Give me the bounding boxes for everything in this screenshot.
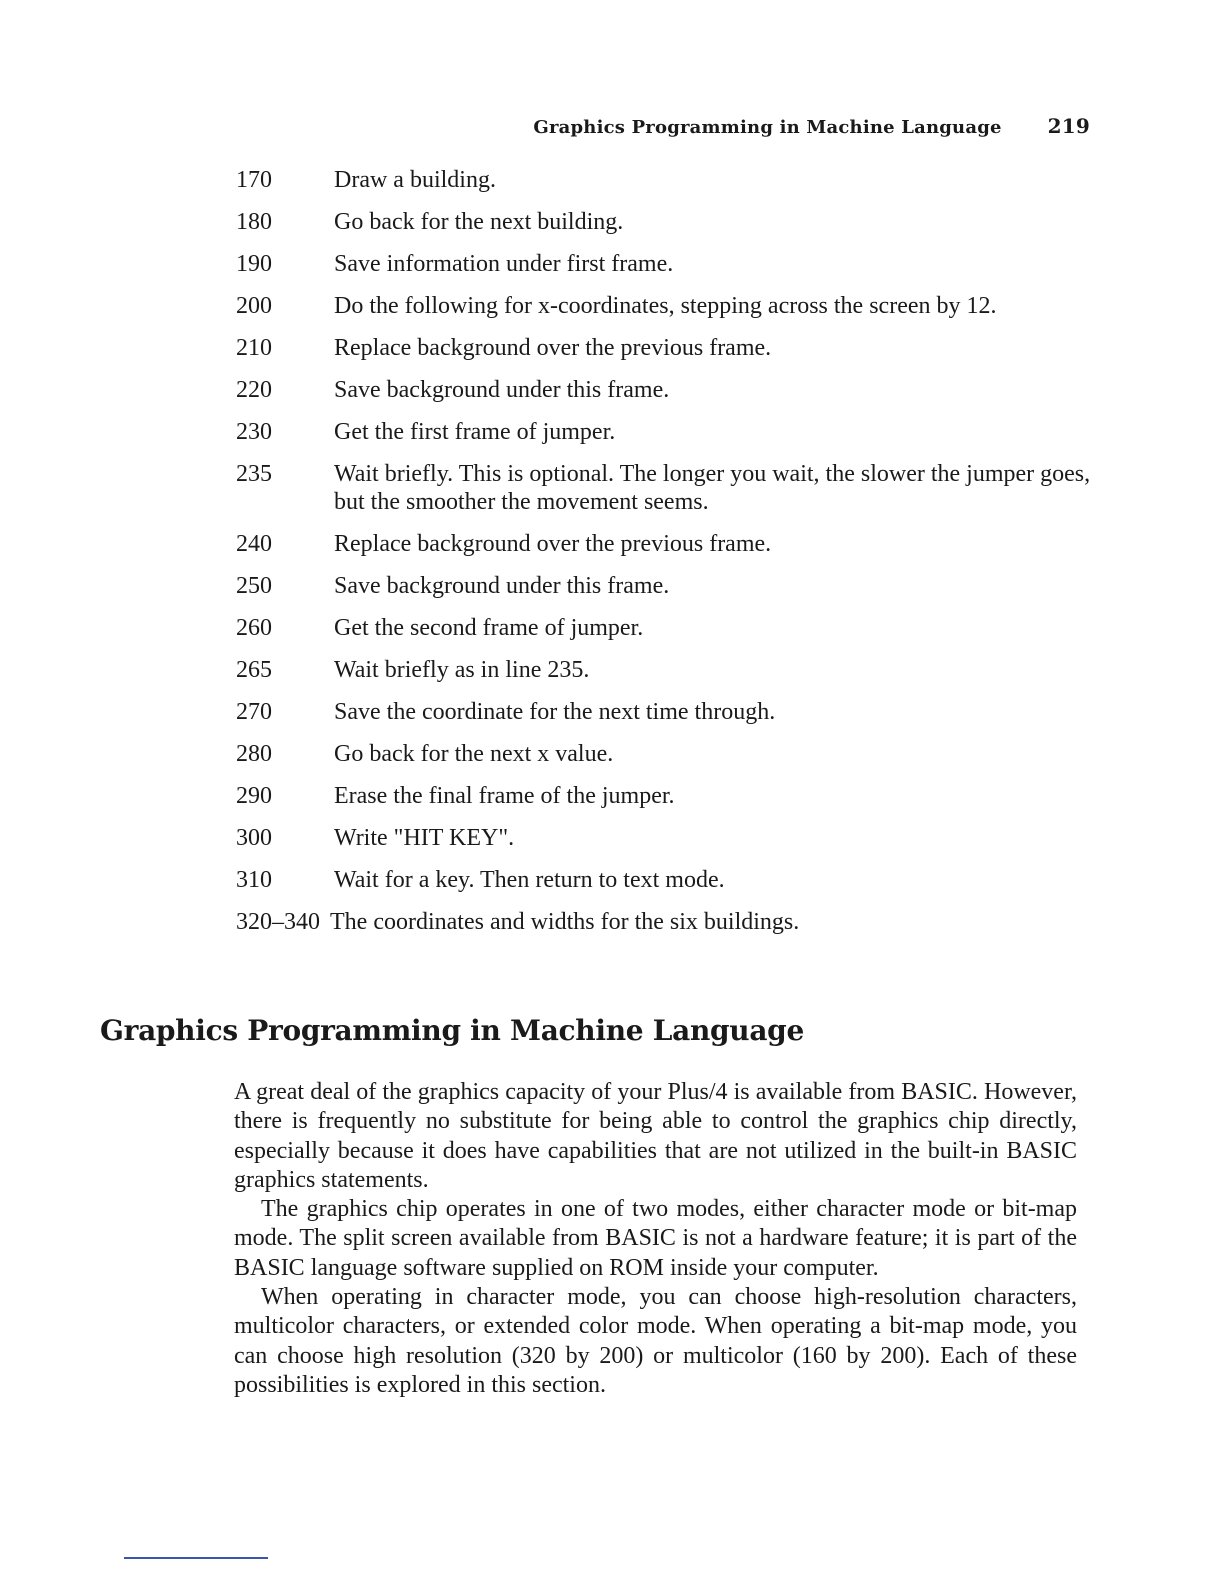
list-item: [236, 208, 1096, 236]
line-number: 300: [236, 825, 272, 851]
line-number: 240: [236, 531, 272, 557]
line-description: Write "HIT KEY".: [334, 825, 515, 851]
line-description: Save background under this frame.: [334, 573, 670, 599]
line-description: Get the first frame of jumper.: [334, 419, 616, 445]
line-description: Go back for the next x value.: [334, 741, 614, 767]
line-number: 200: [236, 293, 272, 319]
line-description: Do the following for x-coordinates, stepping across the screen by 12.: [334, 293, 997, 319]
line-number: 260: [236, 615, 272, 641]
line-description: Save the coordinate for the next time through.: [334, 699, 776, 725]
line-number: 270: [236, 699, 272, 725]
list-item: [236, 740, 1096, 768]
list-item: [236, 908, 1096, 936]
line-description: Erase the final frame of the jumper.: [334, 783, 675, 809]
line-number: 250: [236, 573, 272, 599]
line-number: 180: [236, 209, 272, 235]
list-item: [236, 866, 1096, 894]
list-item: [236, 530, 1096, 558]
list-item: [236, 656, 1096, 684]
section-body: [234, 1078, 1077, 1400]
paragraph: When operating in character mode, you can choose high-resolution characters, multicolor characters, or extended color mode. When operating a bit-map mode, you can choose high resolution (320 by 200) or multicolor (160 by 200). Each of these possibilities is explored in this section.: [234, 1284, 1077, 1398]
line-number: 235: [236, 461, 272, 487]
list-item: [236, 334, 1096, 362]
line-number: 265: [236, 657, 272, 683]
paragraph: A great deal of the graphics capacity of your Plus/4 is available from BASIC. However, there is frequently no substitute for being able to control the graphics chip directly, especially because it does have capabilities that are not utilized in the built-in BASIC graphics statements.: [234, 1079, 1077, 1193]
line-number: 190: [236, 251, 272, 277]
line-number: 170: [236, 167, 272, 193]
line-description: Go back for the next building.: [334, 209, 624, 235]
header-title: Graphics Programming in Machine Language: [533, 117, 1002, 138]
line-number: 220: [236, 377, 272, 403]
page-number: 219: [1047, 114, 1090, 138]
list-item: [236, 166, 1096, 194]
line-description: Replace background over the previous frame.: [334, 335, 772, 361]
list-item: [236, 614, 1096, 642]
footnote-rule: [124, 1557, 268, 1559]
line-number: 290: [236, 783, 272, 809]
list-item: [236, 250, 1096, 278]
list-item: [236, 572, 1096, 600]
line-number: 230: [236, 419, 272, 445]
line-description: The coordinates and widths for the six buildings.: [330, 909, 800, 935]
line-description: Replace background over the previous frame.: [334, 531, 772, 557]
list-item: [236, 376, 1096, 404]
list-item: [236, 824, 1096, 852]
line-description: Wait briefly. This is optional. The longer you wait, the slower the jumper goes, but the smoother the movement seems.: [334, 461, 1091, 515]
section-heading: Graphics Programming in Machine Language: [100, 1014, 804, 1047]
line-description: Wait briefly as in line 235.: [334, 657, 590, 683]
list-item: [236, 698, 1096, 726]
line-number: 280: [236, 741, 272, 767]
running-header: [0, 114, 1090, 138]
line-number: 210: [236, 335, 272, 361]
line-number: 310: [236, 867, 272, 893]
line-description: Wait for a key. Then return to text mode.: [334, 867, 725, 893]
line-description: Save information under first frame.: [334, 251, 674, 277]
line-description: Get the second frame of jumper.: [334, 615, 644, 641]
list-item: [236, 460, 1096, 516]
line-description: Draw a building.: [334, 167, 496, 193]
list-item: [236, 782, 1096, 810]
paragraph: The graphics chip operates in one of two modes, either character mode or bit-map mode. The split screen available from BASIC is not a hardware feature; it is part of the BASIC language software supplied on ROM inside your computer.: [234, 1196, 1077, 1281]
line-description: Save background under this frame.: [334, 377, 670, 403]
program-line-list: [236, 166, 1096, 950]
list-item: [236, 292, 1096, 320]
list-item: [236, 418, 1096, 446]
line-number: 320–340: [236, 909, 320, 935]
